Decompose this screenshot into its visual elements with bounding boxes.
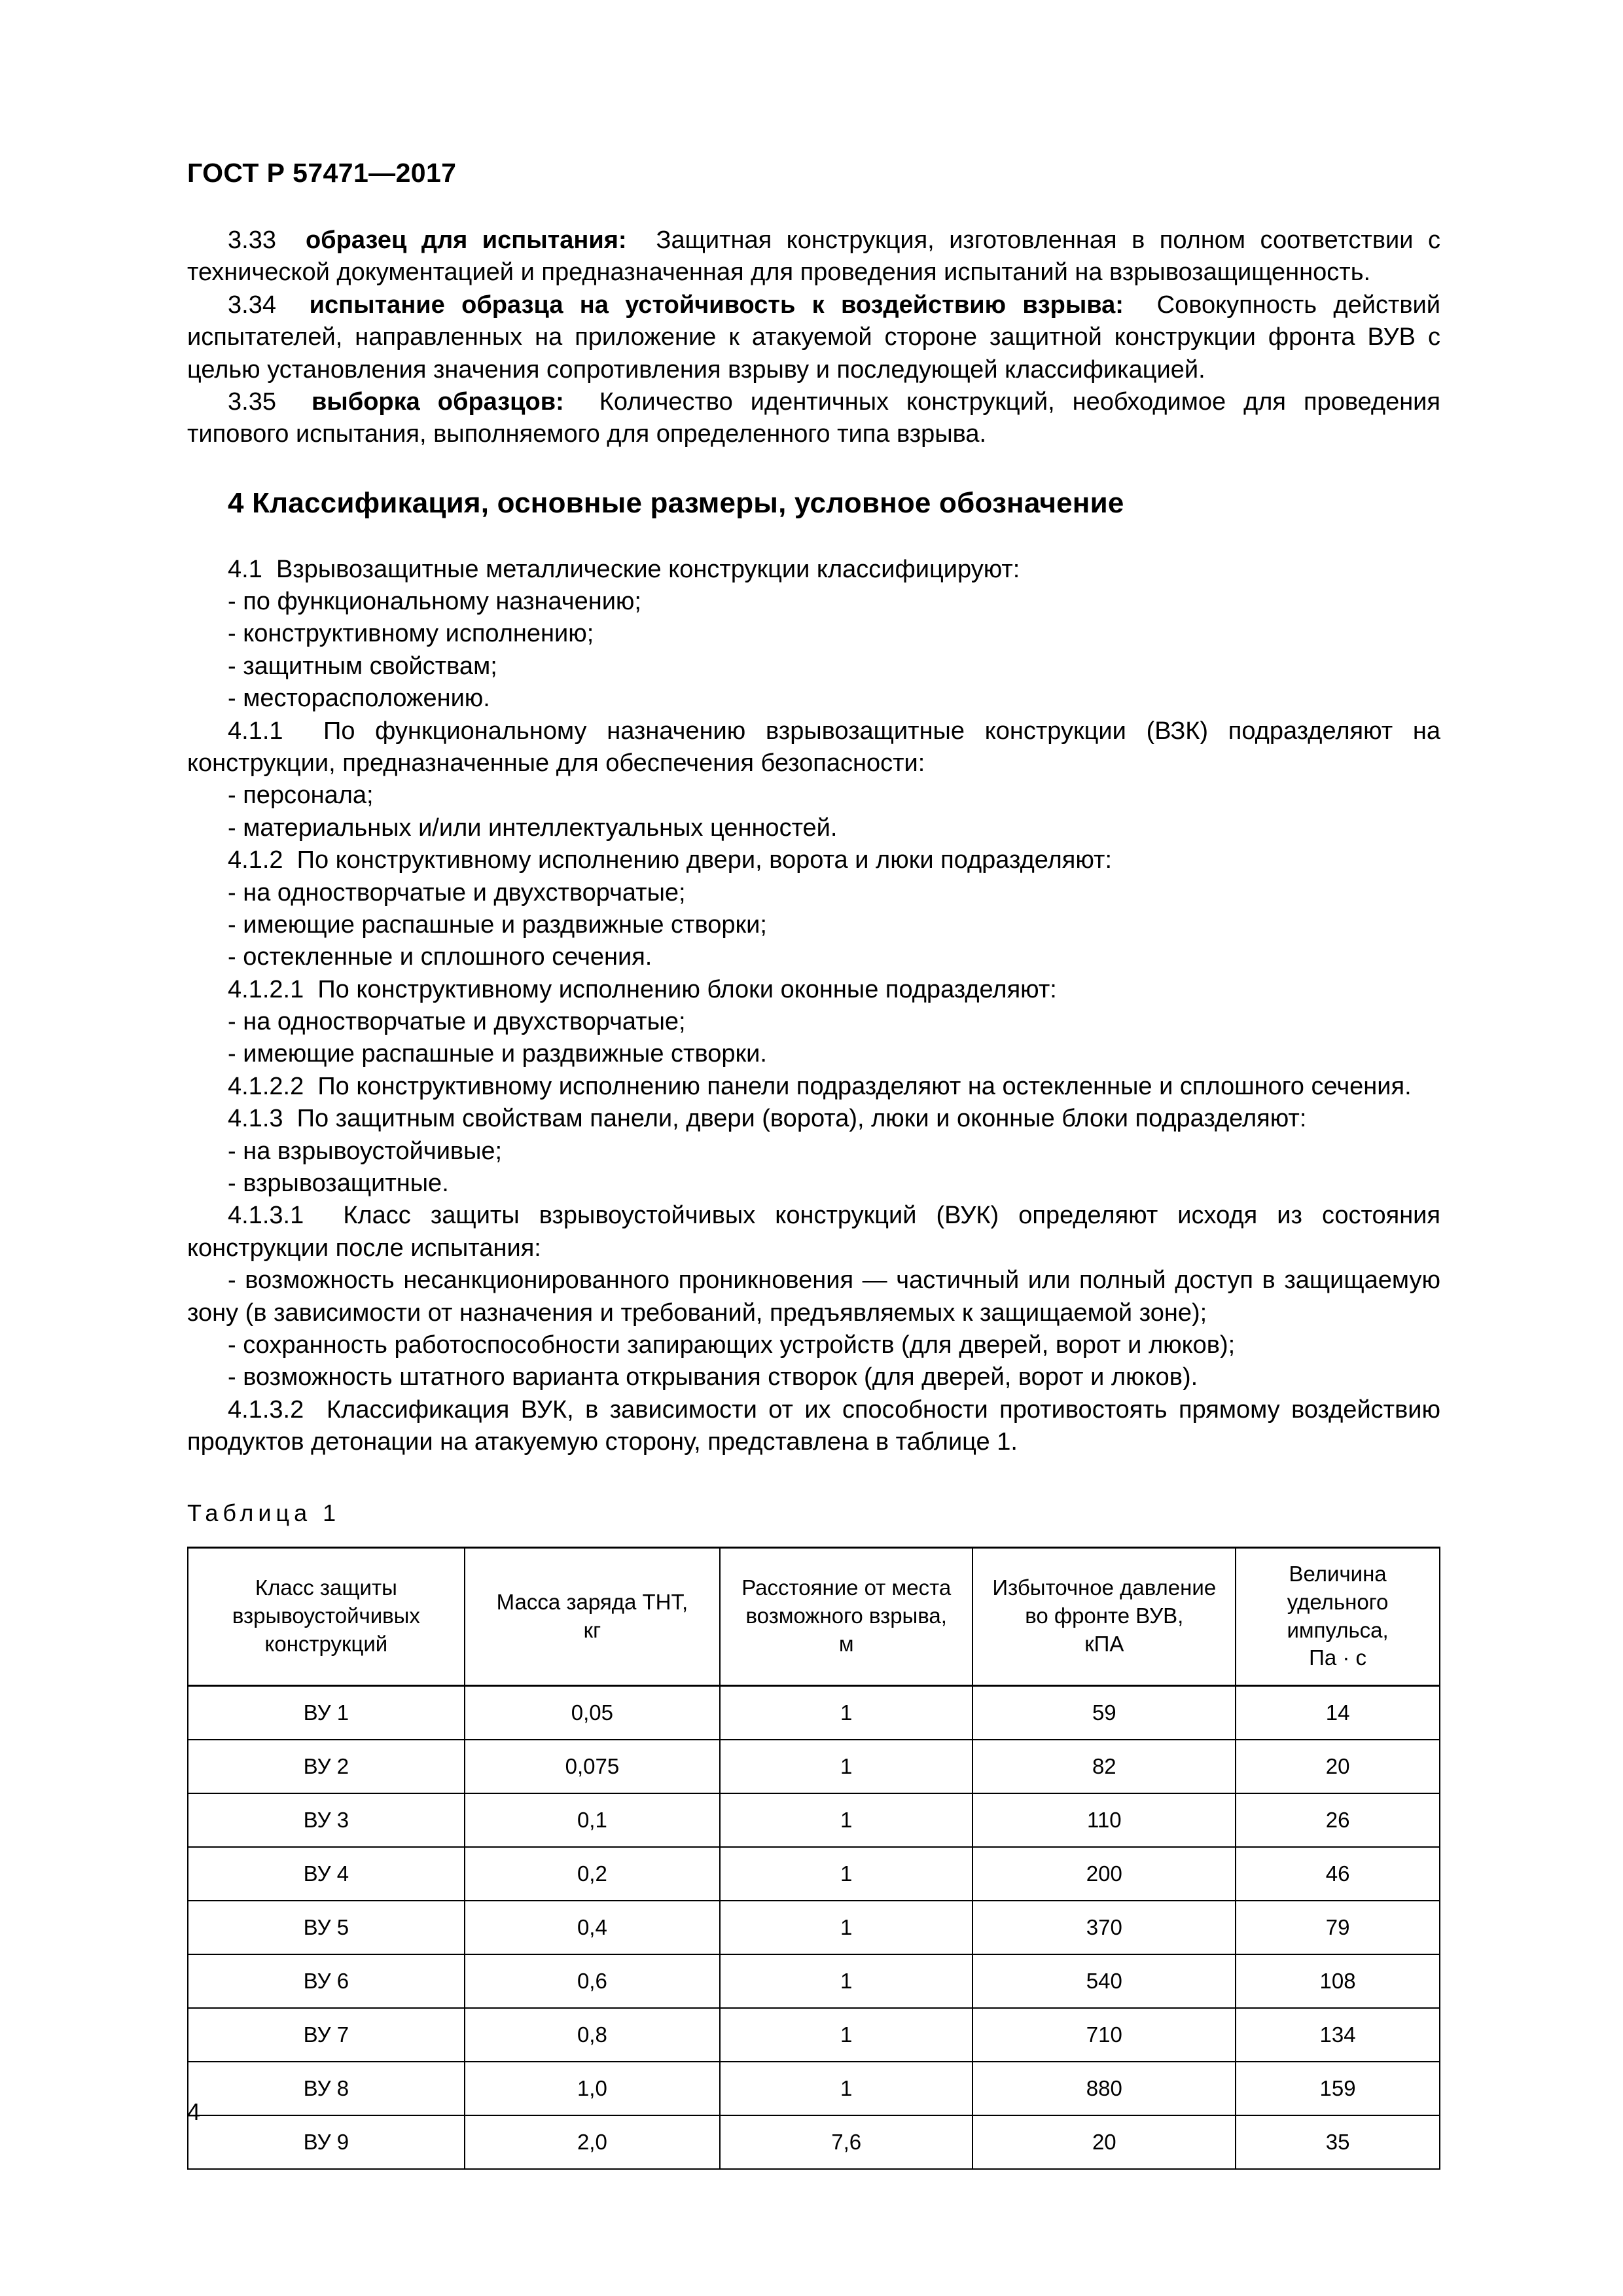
numbered-paragraph bbox=[187, 1071, 1440, 1103]
table-cell: 880 bbox=[972, 2062, 1236, 2115]
table-cell: 59 bbox=[972, 1685, 1236, 1740]
numbered-paragraph bbox=[187, 844, 1440, 876]
table-cell: 20 bbox=[972, 2115, 1236, 2169]
list-item bbox=[187, 1136, 1440, 1168]
table-cell: 20 bbox=[1236, 1740, 1440, 1793]
table-cell: 79 bbox=[1236, 1901, 1440, 1954]
list-item-label: - на одностворчатые и двухстворчатые; bbox=[228, 1008, 686, 1036]
list-item-label: - месторасположению. bbox=[228, 685, 490, 713]
numbered-paragraph bbox=[187, 974, 1440, 1006]
definitions-list bbox=[187, 224, 1440, 451]
clause-number: 4.1.3.1 bbox=[228, 1202, 304, 1230]
clause-number: 4.1.3 bbox=[228, 1105, 283, 1133]
table-cell: 1 bbox=[720, 1847, 972, 1901]
table-cell: 200 bbox=[972, 1847, 1236, 1901]
table-cell: 46 bbox=[1236, 1847, 1440, 1901]
table-column-header bbox=[1236, 1547, 1440, 1685]
list-item bbox=[187, 909, 1440, 941]
list-item-label: - возможность штатного варианта открывания створок (для дверей, ворот и люков). bbox=[228, 1363, 1198, 1391]
table-row bbox=[188, 1954, 1440, 2008]
list-item-label: - на взрывоустойчивые; bbox=[228, 1137, 503, 1165]
clause-text: По функциональному назначению взрывозащитные конструкции (ВЗК) подразделяют на конструкции, предназначенные для обеспечения безопасности: bbox=[187, 717, 1440, 777]
list-item-label: - персонала; bbox=[228, 781, 374, 810]
list-item bbox=[187, 683, 1440, 715]
definition-text: Количество идентичных конструкций, необходимое для проведения типового испытания, выполняемого для определенного типа взрыва. bbox=[187, 388, 1440, 448]
table-column-header-line: конструкций bbox=[264, 1632, 388, 1656]
table-header bbox=[188, 1547, 1440, 1685]
table-row bbox=[188, 1793, 1440, 1847]
protection-class-cell: ВУ 1 bbox=[188, 1685, 465, 1740]
list-item bbox=[187, 1361, 1440, 1393]
table-row bbox=[188, 2008, 1440, 2062]
section-body bbox=[187, 554, 1440, 1459]
definition-paragraph bbox=[187, 289, 1440, 386]
table-cell: 0,2 bbox=[465, 1847, 720, 1901]
table-cell: 0,075 bbox=[465, 1740, 720, 1793]
list-item-label: - взрывозащитные. bbox=[228, 1170, 449, 1198]
table-cell: 0,4 bbox=[465, 1901, 720, 1954]
table-column-header-line: взрывоустойчивых bbox=[232, 1604, 420, 1628]
protection-class-cell: ВУ 9 bbox=[188, 2115, 465, 2169]
table-column-header-line: Класс защиты bbox=[255, 1575, 397, 1600]
table-row bbox=[188, 2062, 1440, 2115]
definition-text: Защитная конструкция, изготовленная в полном соответствии с технической документацией и предназначенная для проведения испытаний на взрывозащищенность. bbox=[187, 226, 1440, 287]
standard-header: ГОСТ Р 57471—2017 bbox=[187, 158, 457, 188]
page-content bbox=[187, 0, 1440, 2170]
table-column-header-line: кг bbox=[583, 1617, 601, 1642]
table-cell: 1 bbox=[720, 2008, 972, 2062]
page-number: 4 bbox=[187, 2098, 201, 2125]
numbered-paragraph bbox=[187, 1103, 1440, 1135]
protection-class-cell: ВУ 5 bbox=[188, 1901, 465, 1954]
table-row bbox=[188, 1901, 1440, 1954]
table-column-header-line: во фронте ВУВ, bbox=[1025, 1604, 1184, 1628]
table-cell: 1,0 bbox=[465, 2062, 720, 2115]
list-item-label: - сохранность работоспособности запирающих устройств (для дверей, ворот и люков); bbox=[228, 1331, 1236, 1359]
clause-number: 4.1 bbox=[228, 555, 262, 583]
definition-number: 3.33 bbox=[228, 226, 276, 255]
list-item bbox=[187, 586, 1440, 618]
numbered-paragraph bbox=[187, 1200, 1440, 1265]
protection-class-cell: ВУ 8 bbox=[188, 2062, 465, 2115]
clause-text: Классификация ВУК, в зависимости от их способности противостоять прямому воздействию продуктов детонации на атакуемую сторону, представлена в таблице 1. bbox=[187, 1395, 1440, 1456]
table-column-header-line: Величина удельного bbox=[1287, 1561, 1389, 1614]
clause-text: По конструктивному исполнению двери, ворота и люки подразделяют: bbox=[296, 846, 1113, 874]
list-item bbox=[187, 877, 1440, 909]
table-body bbox=[188, 1685, 1440, 2169]
table-column-header bbox=[465, 1547, 720, 1685]
list-item-label: - по функциональному назначению; bbox=[228, 588, 641, 616]
list-item bbox=[187, 1329, 1440, 1361]
table-cell: 82 bbox=[972, 1740, 1236, 1793]
list-item-label: - возможность несанкционированного проникновения — частичный или полный доступ в защищаемую зону (в зависимости от назначения и требований, предъявляемых к защищаемой зоне); bbox=[187, 1266, 1440, 1327]
table-column-header-line: кПА bbox=[1084, 1632, 1124, 1656]
table-cell: 1 bbox=[720, 1793, 972, 1847]
list-item bbox=[187, 941, 1440, 973]
table-column-header bbox=[188, 1547, 465, 1685]
table-column-header bbox=[972, 1547, 1236, 1685]
protection-class-cell: ВУ 4 bbox=[188, 1847, 465, 1901]
list-item bbox=[187, 1006, 1440, 1038]
list-item-label: - материальных и/или интеллектуальных ценностей. bbox=[228, 814, 838, 842]
list-item bbox=[187, 651, 1440, 683]
table-cell: 7,6 bbox=[720, 2115, 972, 2169]
table-cell: 2,0 bbox=[465, 2115, 720, 2169]
table-column-header bbox=[720, 1547, 972, 1685]
clause-text: Взрывозащитные металлические конструкции классифицируют: bbox=[276, 555, 1020, 583]
table-cell: 0,6 bbox=[465, 1954, 720, 2008]
list-item bbox=[187, 1265, 1440, 1329]
table-caption: Таблица 1 bbox=[187, 1499, 341, 1526]
definition-term: выборка образцов: bbox=[311, 388, 564, 416]
table-cell: 26 bbox=[1236, 1793, 1440, 1847]
definition-paragraph bbox=[187, 224, 1440, 289]
definition-text: Совокупность действий испытателей, направленных на приложение к атакуемой стороне защитной конструкции фронта ВУВ с целью установления значения сопротивления взрыву и последующей классификацией. bbox=[187, 291, 1441, 384]
list-item bbox=[187, 618, 1440, 650]
table-cell: 0,8 bbox=[465, 2008, 720, 2062]
definitions-block bbox=[187, 224, 1440, 451]
list-item bbox=[187, 812, 1440, 844]
table-cell: 110 bbox=[972, 1793, 1236, 1847]
list-item-label: - защитным свойствам; bbox=[228, 652, 497, 680]
table-cell: 1 bbox=[720, 1740, 972, 1793]
table-cell: 35 bbox=[1236, 2115, 1440, 2169]
numbered-paragraph bbox=[187, 1394, 1440, 1459]
numbered-paragraph bbox=[187, 715, 1440, 780]
definition-term: испытание образца на устойчивость к воздействию взрыва: bbox=[309, 291, 1124, 319]
section-heading: 4 Классификация, основные размеры, условное обозначение bbox=[228, 486, 1124, 519]
list-item-label: - имеющие распашные и раздвижные створки. bbox=[228, 1040, 767, 1068]
table-cell: 370 bbox=[972, 1901, 1236, 1954]
list-item-label: - остекленные и сплошного сечения. bbox=[228, 943, 652, 971]
definition-number: 3.35 bbox=[228, 388, 276, 416]
table-cell: 14 bbox=[1236, 1685, 1440, 1740]
table-cell: 540 bbox=[972, 1954, 1236, 2008]
table-cell: 710 bbox=[972, 2008, 1236, 2062]
list-item-label: - имеющие распашные и раздвижные створки; bbox=[228, 910, 767, 939]
table-column-header-line: Расстояние от места bbox=[741, 1575, 952, 1600]
clause-text: Класс защиты взрывоустойчивых конструкций (ВУК) определяют исходя из состояния конструкции после испытания: bbox=[187, 1202, 1440, 1262]
table-column-header-line: Масса заряда ТНТ, bbox=[496, 1589, 688, 1614]
clause-text: По конструктивному исполнению блоки оконные подразделяют: bbox=[317, 975, 1057, 1003]
clause-number: 4.1.1 bbox=[228, 717, 283, 745]
table-row bbox=[188, 1740, 1440, 1793]
section-items bbox=[187, 554, 1440, 1459]
table-cell: 0,05 bbox=[465, 1685, 720, 1740]
clause-number: 4.1.2 bbox=[228, 846, 283, 874]
clause-text: По конструктивному исполнению панели подразделяют на остекленные и сплошного сечения. bbox=[317, 1072, 1412, 1100]
list-item bbox=[187, 1038, 1440, 1070]
protection-class-cell: ВУ 3 bbox=[188, 1793, 465, 1847]
table-cell: 1 bbox=[720, 1901, 972, 1954]
list-item bbox=[187, 780, 1440, 812]
list-item-label: - на одностворчатые и двухстворчатые; bbox=[228, 878, 686, 906]
numbered-paragraph bbox=[187, 554, 1440, 586]
definition-paragraph bbox=[187, 386, 1440, 451]
table-column-header-line: Избыточное давление bbox=[992, 1575, 1217, 1600]
clause-number: 4.1.2.1 bbox=[228, 975, 304, 1003]
classification-table bbox=[187, 1547, 1440, 2170]
list-item-label: - конструктивному исполнению; bbox=[228, 620, 594, 648]
table-cell: 0,1 bbox=[465, 1793, 720, 1847]
table-row bbox=[188, 1685, 1440, 1740]
table-cell: 1 bbox=[720, 1685, 972, 1740]
clause-number: 4.1.3.2 bbox=[228, 1395, 304, 1424]
table-row bbox=[188, 2115, 1440, 2169]
protection-class-cell: ВУ 2 bbox=[188, 1740, 465, 1793]
protection-class-cell: ВУ 6 bbox=[188, 1954, 465, 2008]
table-header-row bbox=[188, 1547, 1440, 1685]
table-cell: 134 bbox=[1236, 2008, 1440, 2062]
table-cell: 1 bbox=[720, 1954, 972, 2008]
table-column-header-line: возможного взрыва, bbox=[745, 1604, 947, 1628]
table-column-header-line: импульса, bbox=[1287, 1617, 1389, 1642]
table-cell: 1 bbox=[720, 2062, 972, 2115]
table-cell: 108 bbox=[1236, 1954, 1440, 2008]
clause-number: 4.1.2.2 bbox=[228, 1072, 304, 1100]
table-cell: 159 bbox=[1236, 2062, 1440, 2115]
protection-class-cell: ВУ 7 bbox=[188, 2008, 465, 2062]
definition-term: образец для испытания: bbox=[305, 226, 627, 255]
definition-number: 3.34 bbox=[228, 291, 276, 319]
table-column-header-line: м bbox=[838, 1632, 854, 1656]
clause-text: По защитным свойствам панели, двери (ворота), люки и оконные блоки подразделяют: bbox=[296, 1105, 1307, 1133]
list-item bbox=[187, 1168, 1440, 1200]
table-row bbox=[188, 1847, 1440, 1901]
table-column-header-line: Па · с bbox=[1309, 1645, 1367, 1670]
